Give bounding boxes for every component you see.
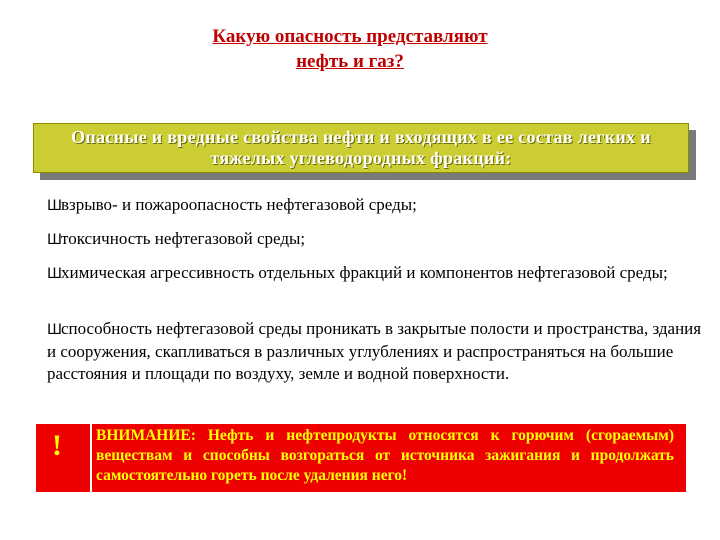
- list-item: [47, 318, 712, 385]
- list-item-text: способность нефтегазовой среды проникать в закрытые полости и пространства, здания и сооружения, скапливаться в различных углублениях и распространяться на большие расстояния и площади по воздуху, земле и водной поверхности.: [47, 319, 702, 383]
- properties-banner: Опасные и вредные свойства нефти и входящих в ее состав легких и тяжелых углеводородных фракций:: [33, 123, 689, 173]
- exclamation-icon: !: [52, 429, 62, 462]
- bullet-icon: Ш: [47, 266, 61, 282]
- list-item: [47, 194, 417, 217]
- bullet-icon: Ш: [47, 322, 61, 338]
- slide-title: Какую опасность представляют нефть и газ?: [212, 26, 488, 72]
- bullet-icon: Ш: [47, 232, 61, 248]
- bullet-icon: Ш: [47, 198, 61, 214]
- list-item: [47, 228, 305, 251]
- list-item-text: взрыво- и пожароопасность нефтегазовой среды;: [60, 195, 417, 214]
- warning-text: ВНИМАНИЕ: Нефть и нефтепродукты относятся к горючим (сгораемым) веществам и способны возгораться от источника зажигания и продолжать самостоятельно гореть после удаления него!: [96, 427, 674, 484]
- warning-divider: [90, 424, 92, 492]
- list-item: [47, 262, 668, 285]
- list-item-text: химическая агрессивность отдельных фракций и компонентов нефтегазовой среды;: [60, 263, 668, 282]
- list-item-text: токсичность нефтегазовой среды;: [60, 229, 306, 248]
